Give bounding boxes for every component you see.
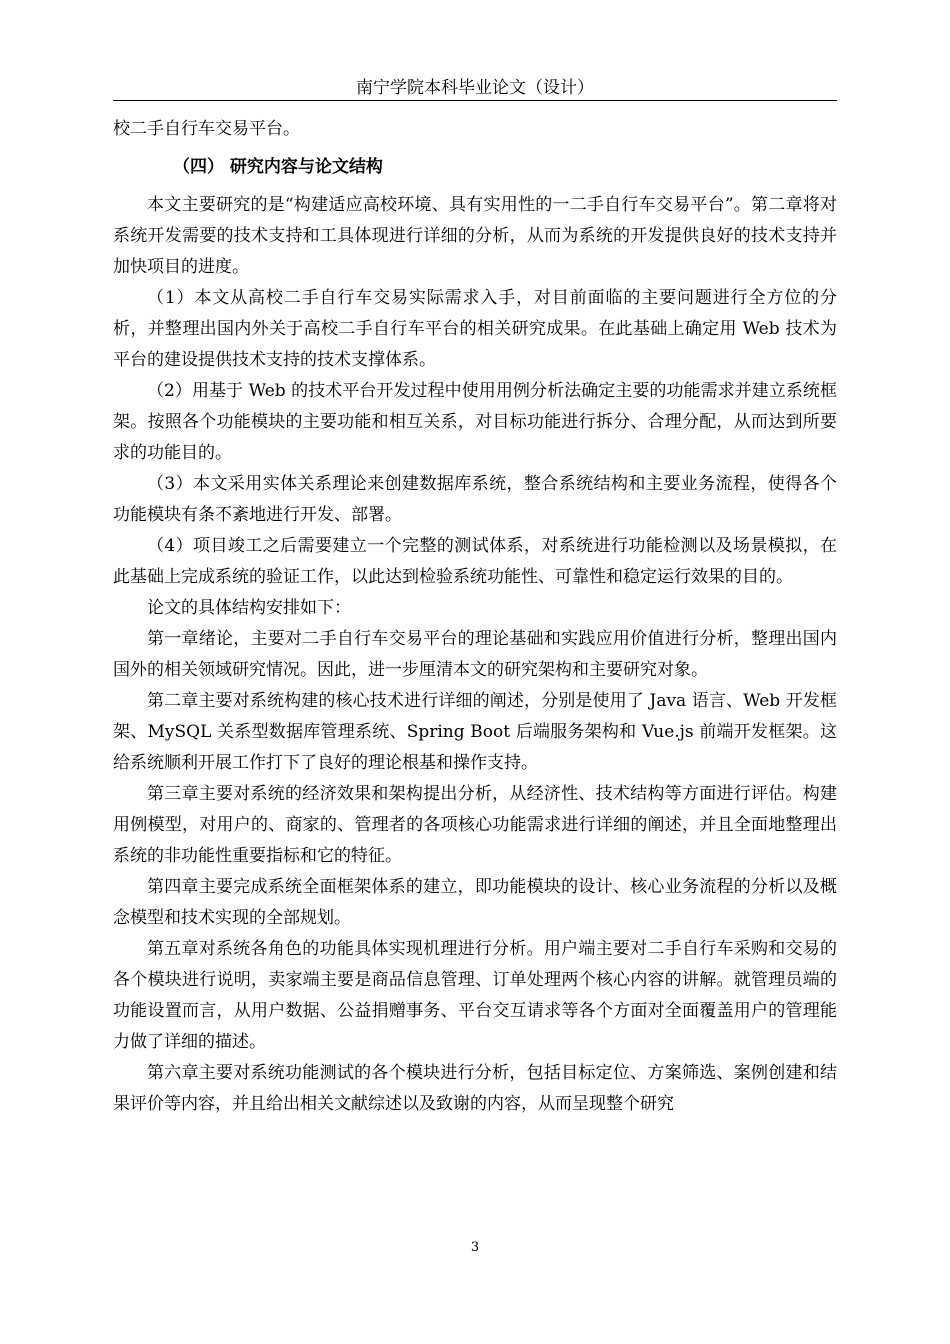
paragraph-continuation: 校二手自行车交易平台。 <box>113 119 300 139</box>
paragraph-item-3: （3）本文采用实体关系理论来创建数据库系统，整合系统结构和主要业务流程，使得各个功能模块有条不紊地进行开发、部署。 <box>113 474 837 525</box>
document-body <box>113 114 837 1120</box>
paragraph-item-4: （4）项目竣工之后需要建立一个完整的测试体系，对系统进行功能检测以及场景模拟，在此基础上完成系统的验证工作，以此达到检验系统功能性、可靠性和稳定运行效果的目的。 <box>113 536 837 587</box>
paragraph-chapter-6: 第六章主要对系统功能测试的各个模块进行分析，包括目标定位、方案筛选、案例创建和结果评价等内容，并且给出相关文献综述以及致谢的内容，从而呈现整个研究 <box>113 1063 837 1114</box>
page-number: 3 <box>470 1240 480 1255</box>
paragraph-chapter-2: 第二章主要对系统构建的核心技术进行详细的阐述，分别是使用了 Java 语言、Web 开发框架、MySQL 关系型数据库管理系统、Spring Boot 后端服务架构和 Vue.js 前端开发框架。这给系统顺利开展工作打下了良好的理论根基和操作支持。 <box>113 691 837 773</box>
paragraph-chapter-1: 第一章绪论，主要对二手自行车交易平台的理论基础和实践应用价值进行分析，整理出国内国外的相关领域研究情况。因此，进一步厘清本文的研究架构和主要研究对象。 <box>113 629 837 680</box>
paragraph-chapter-4: 第四章主要完成系统全面框架体系的建立，即功能模块的设计、核心业务流程的分析以及概念模型和技术实现的全部规划。 <box>113 877 837 928</box>
paragraph-chapter-5: 第五章对系统各角色的功能具体实现机理进行分析。用户端主要对二手自行车采购和交易的各个模块进行说明，卖家端主要是商品信息管理、订单处理两个核心内容的讲解。就管理员端的功能设置而言，从用户数据、公益捐赠事务、平台交互请求等各个方面对全面覆盖用户的管理能力做了详细的描述。 <box>113 939 837 1052</box>
paragraph-item-2: （2）用基于 Web 的技术平台开发过程中使用用例分析法确定主要的功能需求并建立系统框架。按照各个功能模块的主要功能和相互关系，对目标功能进行拆分、合理分配，从而达到所要求的功能目的。 <box>113 381 837 463</box>
paragraph-item-1: （1）本文从高校二手自行车交易实际需求入手，对目前面临的主要问题进行全方位的分析，并整理出国内外关于高校二手自行车平台的相关研究成果。在此基础上确定用 Web 技术为平台的建设提供技术支持的技术支撑体系。 <box>113 288 837 370</box>
paragraph-structure-intro: 论文的具体结构安排如下： <box>147 598 351 618</box>
paragraph-intro: 本文主要研究的是“构建适应高校环境、具有实用性的一二手自行车交易平台”。第二章将对系统开发需要的技术支持和工具体现进行详细的分析，从而为系统的开发提供良好的技术支持并加快项目的进度。 <box>113 195 837 277</box>
page-header: 南宁学院本科毕业论文（设计） <box>356 78 594 98</box>
header-divider <box>113 100 837 101</box>
paragraph-chapter-3: 第三章主要对系统的经济效果和架构提出分析，从经济性、技术结构等方面进行评估。构建用例模型，对用户的、商家的、管理者的各项核心功能需求进行详细的阐述，并且全面地整理出系统的非功能性重要指标和它的特征。 <box>113 784 837 866</box>
section-heading: （四） 研究内容与论文结构 <box>173 157 383 177</box>
